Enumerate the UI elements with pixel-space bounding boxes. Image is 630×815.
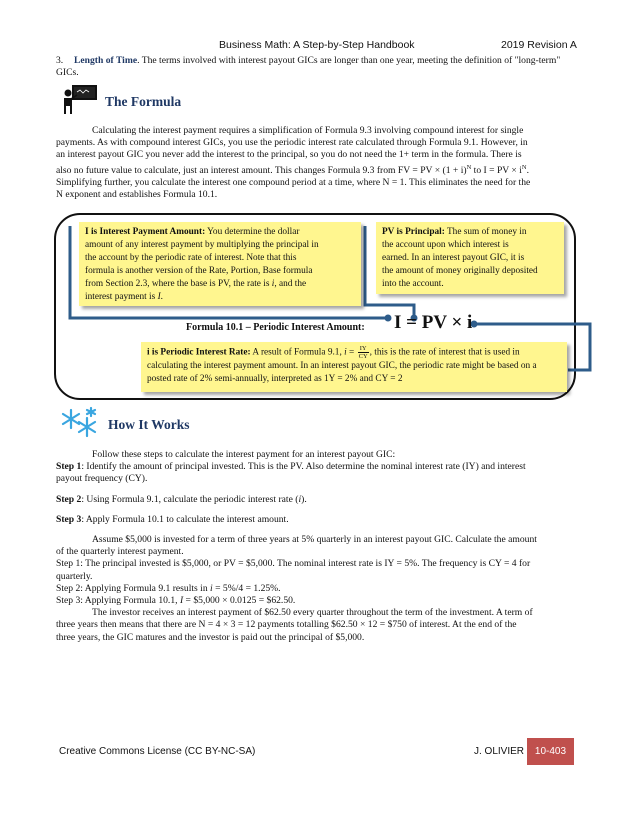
para-line: payments. As with compound interest GICs, you use the periodic interest rate calculated through Formula 9.1. However, in (56, 137, 528, 149)
para-line: Calculating the interest payment requires a simplification of Formula 9.3 involving compound interest for single (92, 125, 524, 136)
formula-label: Formula 10.1 – Periodic Interest Amount: (186, 322, 365, 333)
list-number: 3. (56, 55, 64, 66)
conclusion-line: three years then means that there are N = 4 × 3 = 12 payments totalling $62.50 × 12 = $750 of interest. At the end of the (56, 619, 517, 631)
para-line: N exponent and establishes Formula 10.1. (56, 189, 218, 201)
step-1: Step 1: Identify the amount of principal invested. This is the PV. Also determine the nominal interest rate (IY) and interest (56, 461, 526, 473)
intro-line: Follow these steps to calculate the interest payment for an interest payout GIC: (92, 449, 396, 460)
example-line: Assume $5,000 is invested for a term of three years at 5% quarterly in an interest payout GIC. Calculate the amount (92, 534, 537, 546)
list-item-title: Length of Time (74, 55, 138, 66)
formula-expression: I = PV × i (394, 312, 473, 333)
para-line: an interest payout GIC you never add the interest to the principal, so you do not need the 1+ term in the formula. There is (56, 149, 522, 161)
term-label: i is Periodic Interest Rate: (147, 347, 251, 358)
example-step-2: Step 2: Applying Formula 9.1 results in i = 5%/4 = 1.25%. (56, 582, 281, 594)
para-line: also no future value to calculate, just an interest amount. This changes Formula 9.3 from FV = PV × $(1 + i)^N$ to I = PV × $i^N$. (56, 163, 530, 176)
how-it-works-heading: How It Works (108, 417, 190, 432)
conclusion-line: three years, the GIC matures and the investor is paid out the principal of $5,000. (56, 631, 365, 643)
revision-label: 2019 Revision A (501, 39, 577, 51)
conclusion-line: The investor receives an interest payment of $62.50 every quarter throughout the term of the investment. A term of (92, 607, 533, 619)
step-2: Step 2: Using Formula 9.1, calculate the periodic interest rate (i). (56, 493, 307, 505)
author-name: J. OLIVIER (474, 746, 525, 757)
para-line: Simplifying further, you calculate the interest one compound period at a time, where N = 1. This eliminates the need for the (56, 177, 531, 188)
rate-fraction: $\frac{IY}{CY}$ (358, 345, 368, 360)
example-step-1: Step 1: The principal invested is $5,000, or PV = $5,000. The nominal interest rate is IY = 5%. The frequency is CY = 4 for (56, 558, 531, 570)
example-step-3: Step 3: Applying Formula 10.1, I = $5,000 × 0.0125 = $62.50. (56, 595, 296, 607)
how-it-works-body (56, 449, 573, 644)
periodic-rate-definition: i is Periodic Interest Rate: A result of Formula 9.1, i = $\frac{IY}{CY}$ , this is the rate of interest that is used in calculating the interest payment amount. In an interest payout GIC, the periodic rate might be based on a posted rate of 2% semi-annually, interpreted as 1Y = 2% and CY = 2 (141, 342, 567, 392)
book-title: Business Math: A Step-by-Step Handbook (219, 39, 415, 51)
example-step-1-cont: quarterly. (56, 570, 93, 582)
principal-definition: PV is Principal: The sum of money in the account upon which interest is earned. In an interest payout GIC, it is the amount of money originally deposited into the account. (376, 222, 564, 294)
formula-heading: The Formula (105, 94, 182, 109)
step-3: Step 3: Apply Formula 10.1 to calculate the interest amount. (56, 513, 289, 525)
license-text: Creative Commons License (CC BY-NC-SA) (59, 746, 256, 757)
step-1-cont: payout frequency (CY). (56, 473, 148, 485)
term-label: PV is Principal: (382, 227, 445, 237)
page-number: 10-403 (527, 738, 574, 765)
interest-amount-definition: I is Interest Payment Amount: You determine the dollar amount of any interest payment by multiplying the principal in the account by the periodic rate of interest. Note that this formula is another version of the Rate, Portion, Base formula from Section 2.3, where the base is PV, the rate is i, and the interest payment is I. (79, 222, 361, 306)
list-item-text: . The terms involved with interest payout GICs are longer than one year, meeting the definition of "long-term" GICs. (56, 55, 561, 79)
snowflake-gears-icon (58, 406, 100, 440)
term-label: I is Interest Payment Amount: (85, 227, 206, 237)
example-line: of the quarterly interest payment. (56, 546, 184, 558)
